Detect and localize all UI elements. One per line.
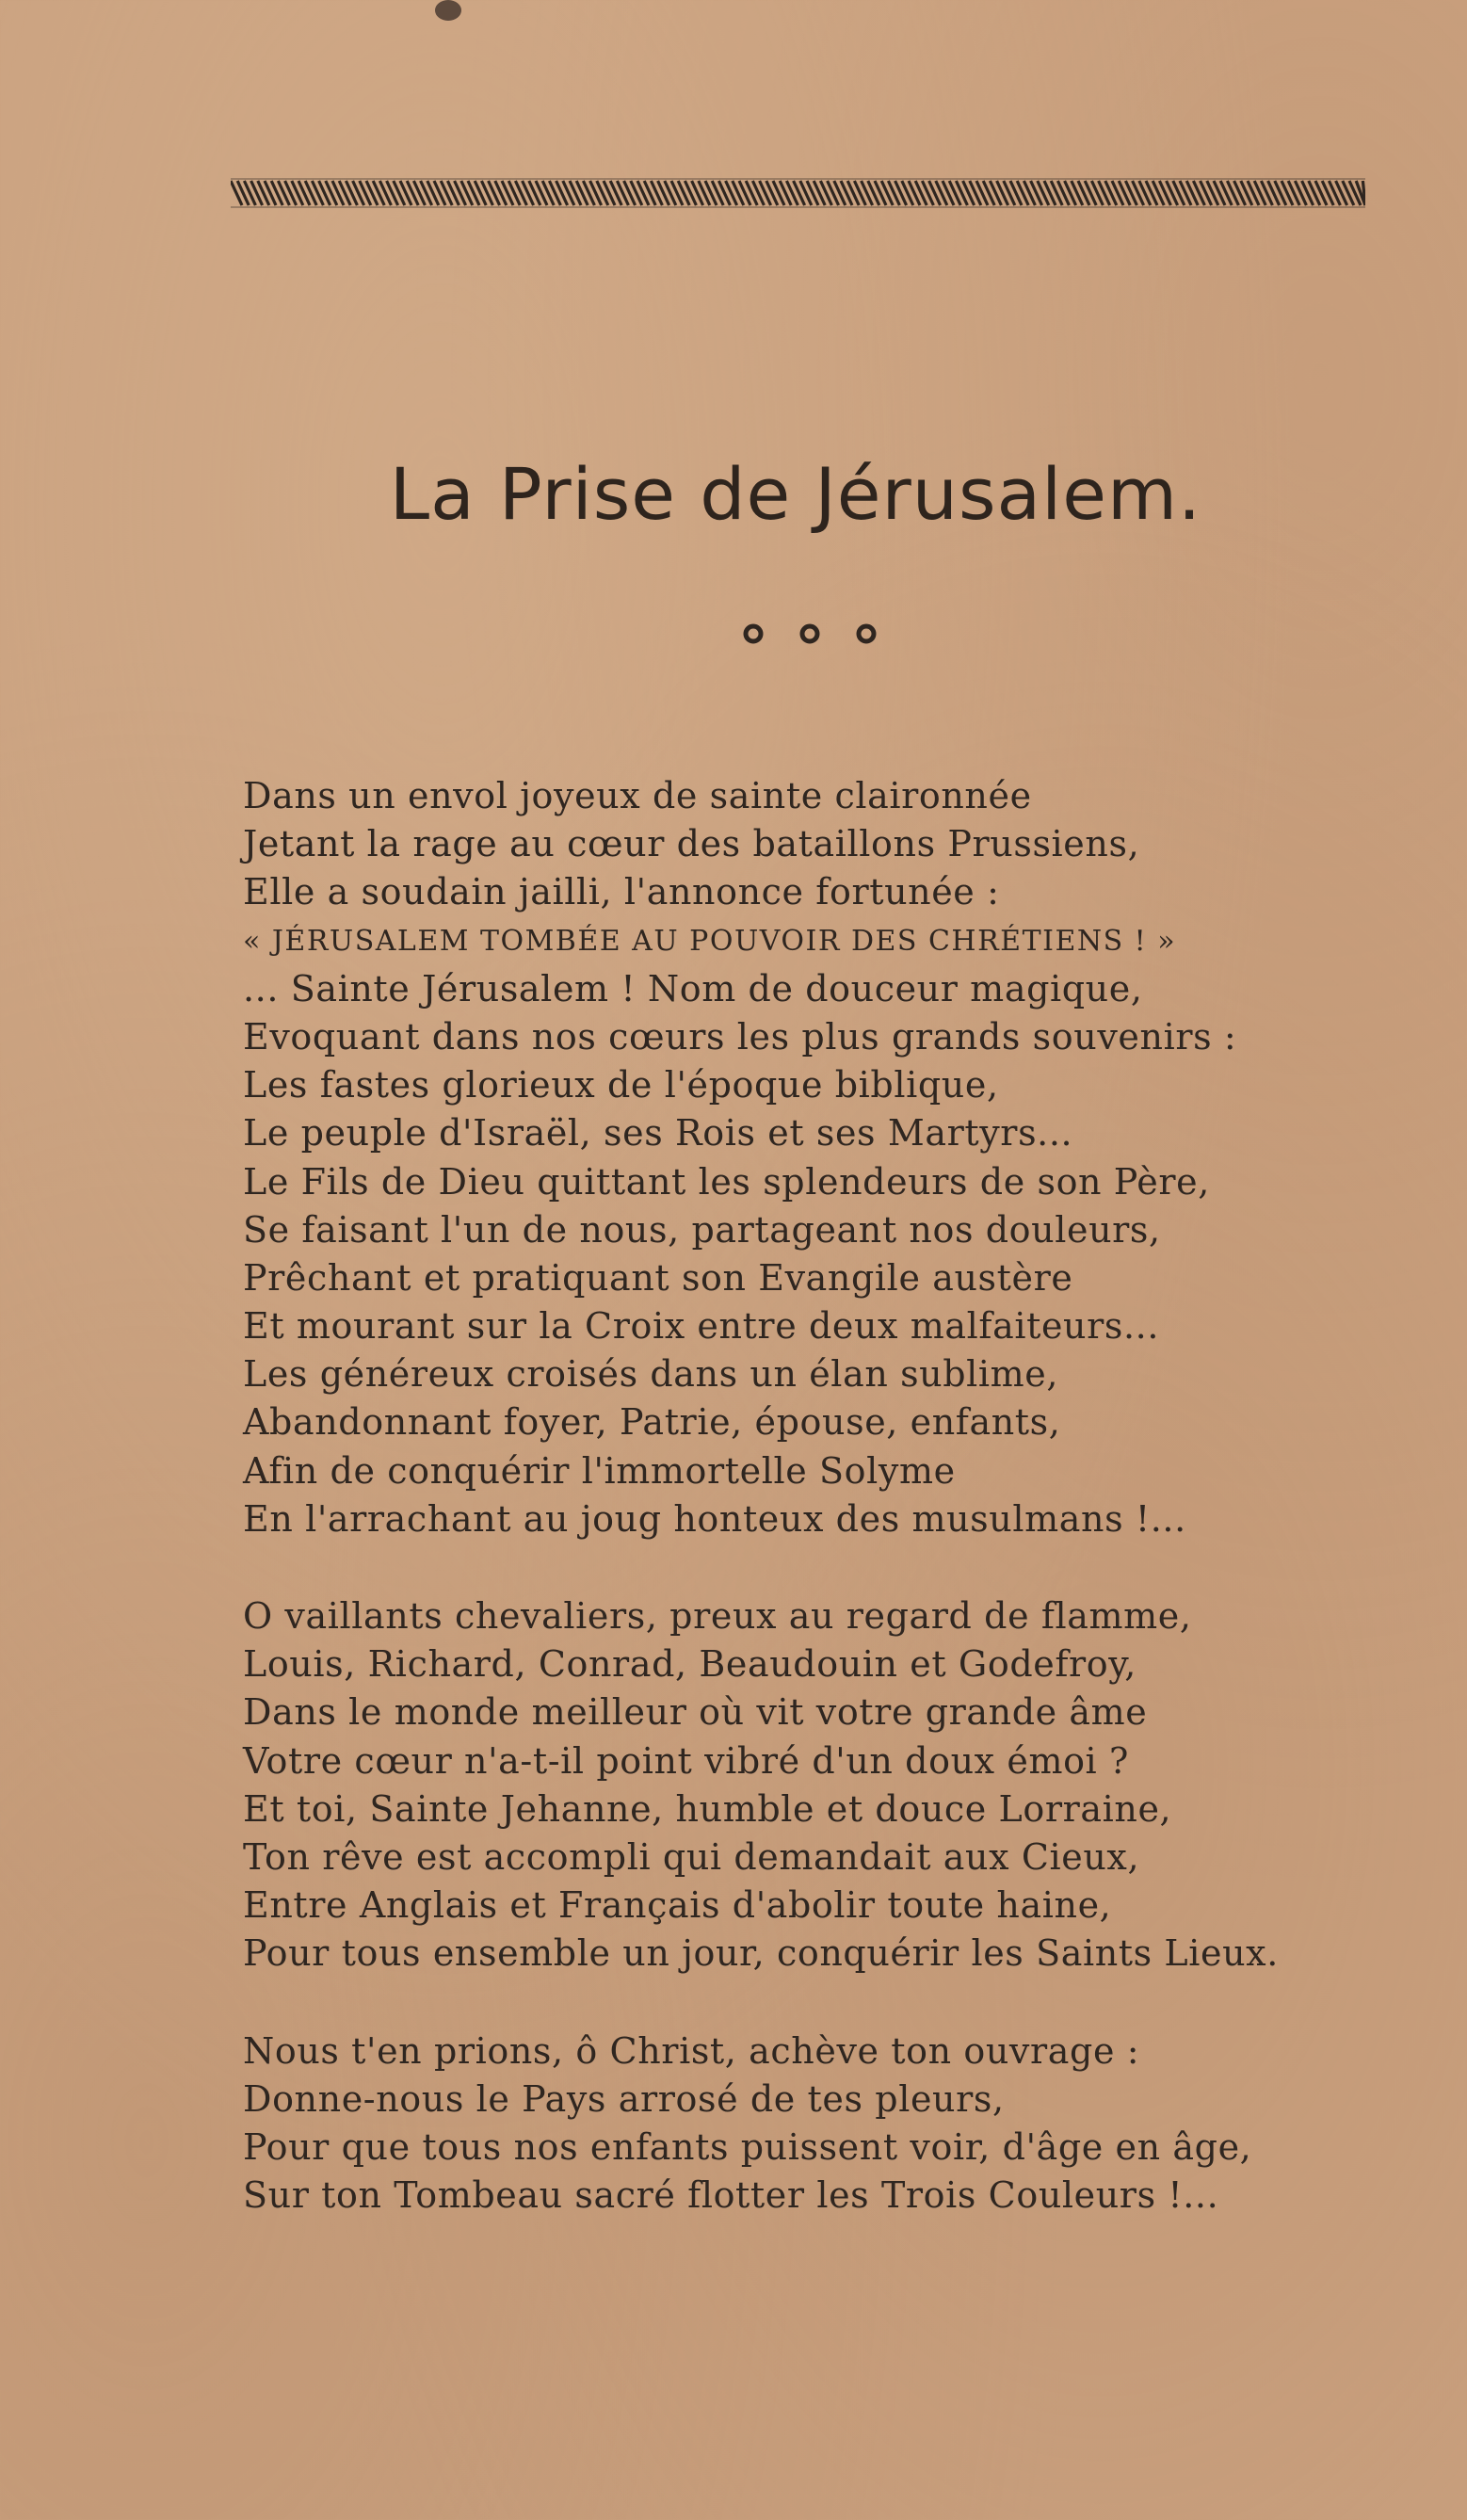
- stanza-2: [243, 1592, 1420, 1979]
- poem-line: Entre Anglais et Français d'abolir toute haine,: [243, 1884, 1112, 1927]
- poem-line: Le peuple d'Israël, ses Rois et ses Martyrs...: [243, 1112, 1073, 1155]
- ornament-dots: [739, 620, 880, 648]
- poem-body: [243, 772, 1420, 2220]
- poem-line: Prêchant et pratiquant son Evangile austère: [243, 1256, 1073, 1299]
- poem-line: Evoquant dans nos cœurs les plus grands souvenirs :: [243, 1015, 1237, 1058]
- poem-line: Sur ton Tombeau sacré flotter les Trois Couleurs !...: [243, 2174, 1219, 2217]
- poem-line: Dans un envol joyeux de sainte claironnée: [243, 775, 1032, 816]
- stanza-spacer: [243, 1543, 1420, 1592]
- ink-spot: [435, 0, 461, 21]
- poem-line: O vaillants chevaliers, preux au regard de flamme,: [243, 1595, 1192, 1637]
- poem-line: Dans le monde meilleur où vit votre grande âme: [243, 1691, 1148, 1734]
- poem-line: Abandonnant foyer, Patrie, épouse, enfants,: [243, 1401, 1061, 1444]
- stanza-spacer: [243, 1979, 1420, 2027]
- poem-line: Louis, Richard, Conrad, Beaudouin et Godefroy,: [243, 1643, 1137, 1686]
- poem-line: Jetant la rage au cœur des bataillons Prussiens,: [243, 823, 1140, 865]
- poem-line: Et toi, Sainte Jehanne, humble et douce Lorraine,: [243, 1787, 1172, 1830]
- poem-line: Nous t'en prions, ô Christ, achève ton ouvrage :: [243, 2029, 1140, 2072]
- poem-line: Le Fils de Dieu quittant les splendeurs de son Père,: [243, 1160, 1210, 1203]
- stanza-1: [243, 772, 1420, 1543]
- poem-line: Pour tous ensemble un jour, conquérir les Saints Lieux.: [243, 1932, 1279, 1975]
- poem-line: Afin de conquérir l'immortelle Solyme: [243, 1449, 956, 1492]
- decorative-rule: [231, 177, 1365, 209]
- stanza-3: [243, 2027, 1420, 2221]
- poem-line: En l'arrachant au joug honteux des musulmans !...: [243, 1497, 1186, 1540]
- poem-line: Se faisant l'un de nous, partageant nos douleurs,: [243, 1208, 1161, 1251]
- poem-line: Donne-nous le Pays arrosé de tes pleurs,: [243, 2077, 1005, 2120]
- poem-title: La Prise de Jérusalem.: [389, 452, 1202, 536]
- poem-line-caps: « JÉRUSALEM TOMBÉE AU POUVOIR DES CHRÉTIENS ! »: [243, 924, 1177, 958]
- poem-line: Et mourant sur la Croix entre deux malfaiteurs...: [243, 1305, 1160, 1348]
- poem-line: Les généreux croisés dans un élan sublime,: [243, 1353, 1059, 1396]
- poem-line: Ton rêve est accompli qui demandait aux Cieux,: [243, 1835, 1140, 1878]
- poem-line: Les fastes glorieux de l'époque biblique,: [243, 1064, 999, 1107]
- poem-line: Votre cœur n'a-t-il point vibré d'un doux émoi ?: [243, 1739, 1129, 1782]
- poem-line: Elle a soudain jailli, l'annonce fortunée :: [243, 871, 1000, 913]
- poem-line: Pour que tous nos enfants puissent voir, d'âge en âge,: [243, 2125, 1252, 2168]
- poem-line: ... Sainte Jérusalem ! Nom de douceur magique,: [243, 967, 1143, 1010]
